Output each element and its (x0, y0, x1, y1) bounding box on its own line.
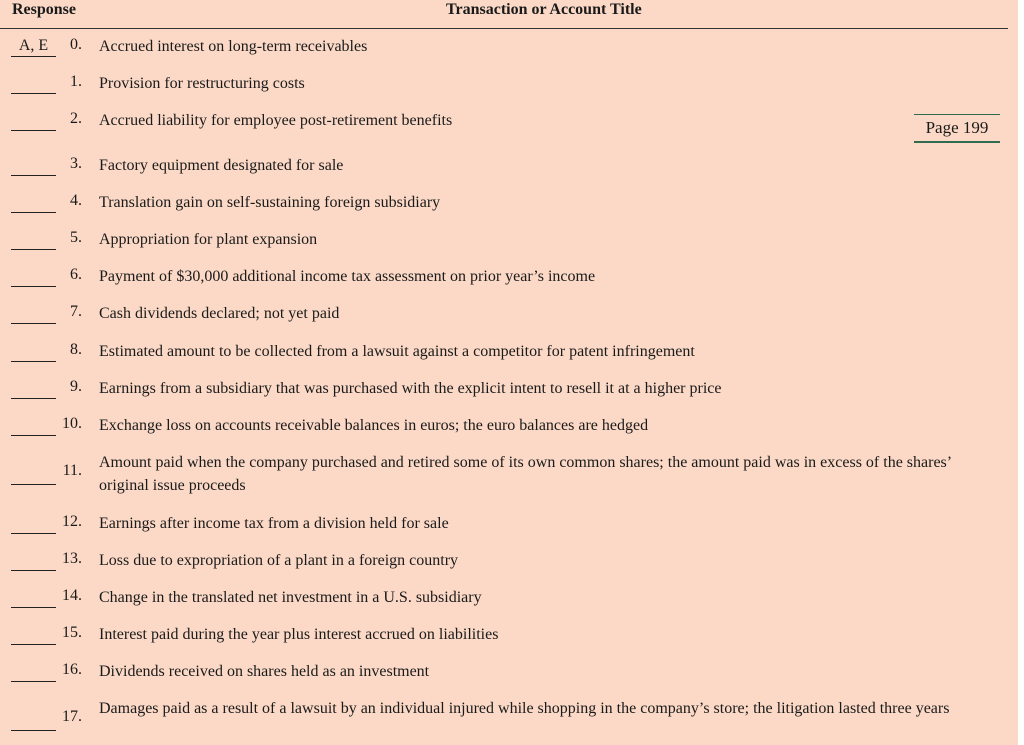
item-number: 1. (70, 73, 82, 90)
response-blank[interactable] (11, 192, 56, 213)
item-text: Provision for restructuring costs (99, 75, 305, 92)
response-blank[interactable] (11, 513, 56, 534)
response-blank[interactable] (11, 378, 56, 399)
item-number: 10. (62, 415, 82, 432)
page-number-label: Page 199 (914, 114, 1000, 143)
table-header (0, 0, 1008, 29)
response-blank[interactable] (11, 464, 56, 485)
item-text: Earnings after income tax from a division held for sale (99, 515, 449, 532)
item-number: 9. (70, 378, 82, 395)
item-number: 11. (62, 462, 82, 479)
item-number: 8. (70, 341, 82, 358)
item-text: Loss due to expropriation of a plant in a foreign country (99, 552, 459, 569)
item-text: Earnings from a subsidiary that was purchased with the explicit intent to resell it at a higher price (99, 380, 722, 397)
item-number: 3. (70, 155, 82, 172)
item-number: 5. (70, 229, 82, 246)
item-text: Factory equipment designated for sale (99, 157, 344, 174)
item-text: Accrued liability for employee post-retirement benefits (99, 112, 453, 129)
item-number: 15. (62, 624, 82, 641)
response-blank[interactable] (11, 155, 56, 176)
response-blank[interactable] (11, 415, 56, 436)
item-text: Amount paid when the company purchased and retired some of its own common shares; the amount paid was in excess of the shares’ original issue proceeds (99, 454, 951, 494)
item-number: 2. (70, 110, 82, 127)
response-blank[interactable] (11, 710, 56, 731)
item-number: 4. (70, 192, 82, 209)
item-text: Exchange loss on accounts receivable balances in euros; the euro balances are hedged (99, 417, 649, 434)
item-number: 0. (70, 36, 82, 53)
response-blank[interactable] (11, 266, 56, 287)
item-text: Payment of $30,000 additional income tax assessment on prior year’s income (99, 268, 596, 285)
response-blank[interactable] (11, 550, 56, 571)
item-text: Appropriation for plant expansion (99, 231, 318, 248)
item-number: 7. (70, 303, 82, 320)
item-number: 12. (62, 513, 82, 530)
item-number: 17. (62, 708, 82, 725)
item-text: Estimated amount to be collected from a lawsuit against a competitor for patent infringement (99, 343, 695, 360)
item-text: Translation gain on self-sustaining foreign subsidiary (99, 194, 441, 211)
item-number: 14. (62, 587, 82, 604)
response-column-header: Response (12, 1, 77, 18)
response-blank[interactable] (11, 110, 56, 131)
response-blank[interactable] (11, 229, 56, 250)
item-number: 6. (70, 266, 82, 283)
response-blank[interactable] (11, 341, 56, 362)
response-answer: A, E (11, 36, 56, 57)
item-number: 16. (62, 661, 82, 678)
title-column-header: Transaction or Account Title (446, 1, 642, 18)
response-blank[interactable] (11, 73, 56, 94)
response-blank[interactable] (11, 624, 56, 645)
item-number: 13. (62, 550, 82, 567)
right-edge-strip (1018, 0, 1024, 745)
item-text: Dividends received on shares held as an investment (99, 663, 430, 680)
item-text: Damages paid as a result of a lawsuit by an individual injured while shopping in the company’s store; the litigation lasted three years (99, 700, 950, 717)
response-blank[interactable] (11, 661, 56, 682)
response-blank[interactable] (11, 587, 56, 608)
item-text: Change in the translated net investment in a U.S. subsidiary (99, 589, 482, 606)
item-text: Accrued interest on long-term receivables (99, 38, 368, 55)
item-text: Cash dividends declared; not yet paid (99, 305, 340, 322)
response-blank[interactable] (11, 303, 56, 324)
item-text: Interest paid during the year plus interest accrued on liabilities (99, 626, 499, 643)
